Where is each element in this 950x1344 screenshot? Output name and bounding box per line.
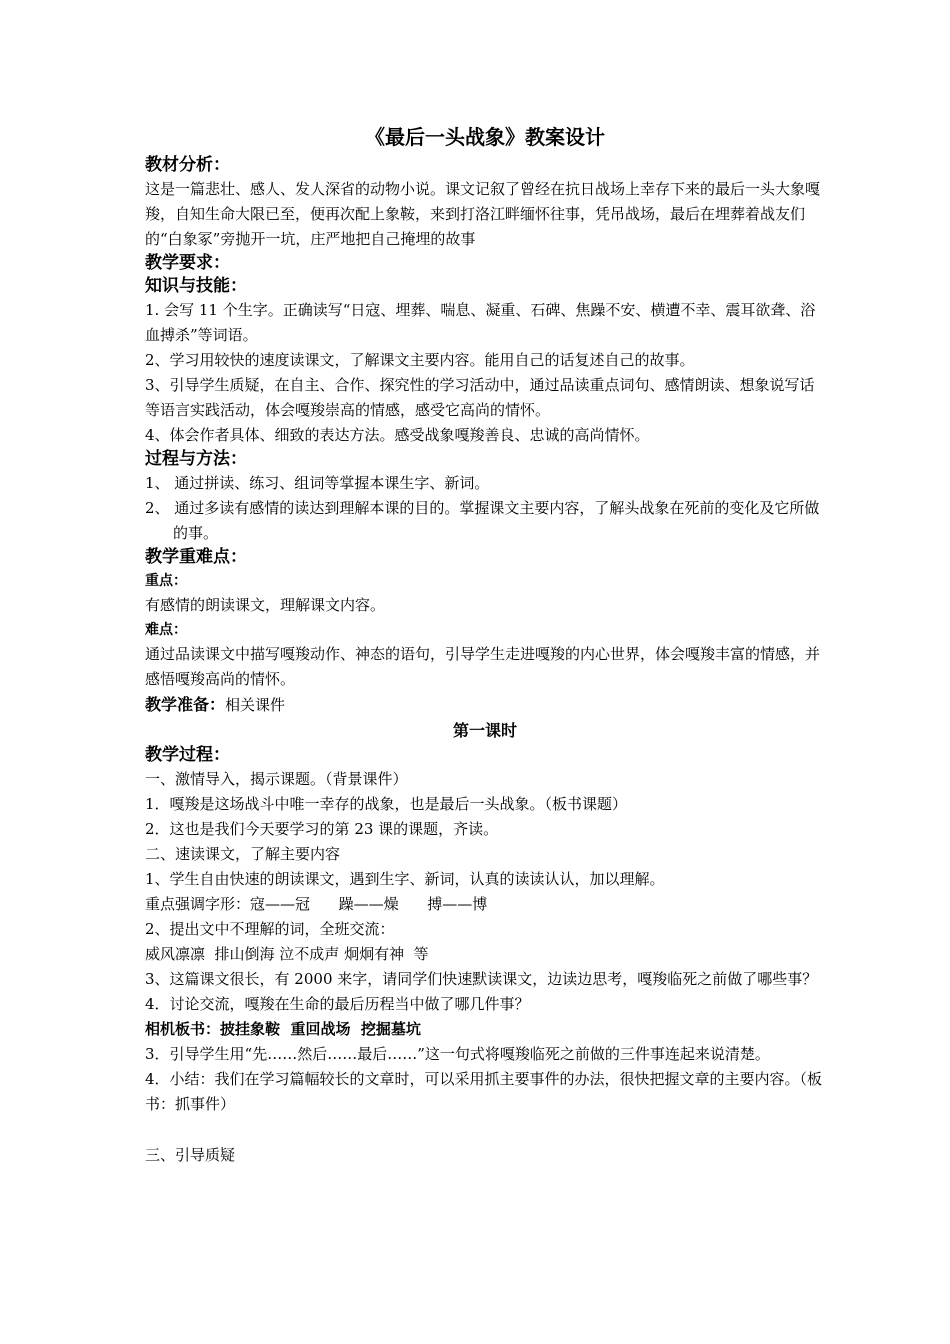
key-point-label: 重点： bbox=[145, 573, 187, 589]
lesson-process-heading: 教学过程： bbox=[145, 745, 230, 765]
knowledge-item: 2、学习用较快的速度读课文，了解课文主要内容。能用自己的话复述自己的故事。 bbox=[145, 351, 695, 369]
lesson-line: 1．嘎羧是这场战斗中唯一幸存的战象，也是最后一头战象。（板书课题） bbox=[145, 795, 628, 813]
requirements-heading: 教学要求： bbox=[145, 253, 230, 273]
knowledge-item: 3、引导学生质疑，在自主、合作、探究性的学习活动中，通过品读重点词句、感情朗读、想象说写话等语言实践活动，体会嘎羧崇高的情感，感受它高尚的情怀。 bbox=[145, 376, 815, 419]
difficult-point-text: 通过品读课文中描写嘎羧动作、神态的语句，引导学生走进嘎羧的内心世界，体会嘎羧丰富的情感，并感悟嘎羧高尚的情怀。 bbox=[145, 645, 821, 688]
lesson-line: 2．这也是我们今天要学习的第 23 课的课题，齐读。 bbox=[145, 820, 499, 838]
lesson-line: 重点强调字形：寇——冠 躁——燥 搏——博 bbox=[145, 895, 488, 913]
analysis-heading: 教材分析： bbox=[145, 155, 230, 175]
lesson-line: 一、激情导入，揭示课题。（背景课件） bbox=[145, 770, 408, 788]
lesson-line: 3、这篇课文很长，有 2000 来字，请同学们快速默读课文，边读边思考，嘎羧临死之前做了哪些事？ bbox=[145, 970, 818, 988]
lesson-heading: 第一课时 bbox=[452, 721, 517, 740]
process-item: 2、 通过多读有感情的读达到理解本课的目的。掌握课文主要内容，了解头战象在死前的变化及它所做的事。 bbox=[145, 499, 820, 542]
lesson-line: 2、提出文中不理解的词，全班交流： bbox=[145, 920, 395, 938]
lesson-line: 4．小结：我们在学习篇幅较长的文章时，可以采用抓主要事件的办法，很快把握文章的主要内容。（板书：抓事件） bbox=[145, 1070, 823, 1113]
knowledge-item: 4、体会作者具体、细致的表达方法。感受战象嘎羧善良、忠诚的高尚情怀。 bbox=[145, 426, 650, 444]
board-notes: 相机板书：披挂象鞍 重回战场 挖掘墓坑 bbox=[145, 1020, 421, 1038]
document-page bbox=[145, 122, 825, 1168]
preparation-text: 相关课件 bbox=[225, 696, 286, 714]
knowledge-heading: 知识与技能： bbox=[145, 276, 247, 296]
process-item: 1、 通过拼读、练习、组词等掌握本课生字、新词。 bbox=[145, 474, 490, 492]
knowledge-item: 1. 会写 11 个生字。正确读写“日寇、埋葬、喘息、凝重、石碑、焦躁不安、横遭不幸、震耳欲聋、浴血搏杀”等词语。 bbox=[145, 301, 816, 344]
difficulties-heading: 教学重难点： bbox=[145, 547, 247, 567]
lesson-line: 3．引导学生用“先……然后……最后……”这一句式将嘎羧临死之前做的三件事连起来说清楚。 bbox=[145, 1045, 770, 1063]
difficult-point-label: 难点： bbox=[145, 622, 187, 638]
spacer bbox=[145, 1117, 825, 1143]
lesson-line: 4．讨论交流，嘎羧在生命的最后历程当中做了哪几件事？ bbox=[145, 995, 530, 1013]
lesson-line: 威风凛凛 排山倒海 泣不成声 炯炯有神 等 bbox=[145, 945, 429, 963]
lesson-line: 二、速读课文，了解主要内容 bbox=[145, 845, 341, 863]
section-three-heading: 三、引导质疑 bbox=[145, 1146, 236, 1164]
document-title: 《最后一头战象》教案设计 bbox=[365, 125, 605, 149]
key-point-text: 有感情的朗读课文，理解课文内容。 bbox=[145, 596, 386, 614]
lesson-line: 1、学生自由快速的朗读课文，遇到生字、新词，认真的读读认认，加以理解。 bbox=[145, 870, 665, 888]
preparation-label: 教学准备： bbox=[145, 695, 226, 714]
process-heading: 过程与方法： bbox=[145, 449, 247, 469]
preparation-line bbox=[145, 692, 825, 718]
analysis-text: 这是一篇悲壮、感人、发人深省的动物小说。课文记叙了曾经在抗日战场上幸存下来的最后一头大象嘎羧，自知生命大限已至，便再次配上象鞍，来到打洛江畔缅怀往事，凭吊战场，最后在埋葬着战友们的“白象冢”旁抛开一坑，庄严地把自己掩埋的故事 bbox=[145, 180, 821, 248]
